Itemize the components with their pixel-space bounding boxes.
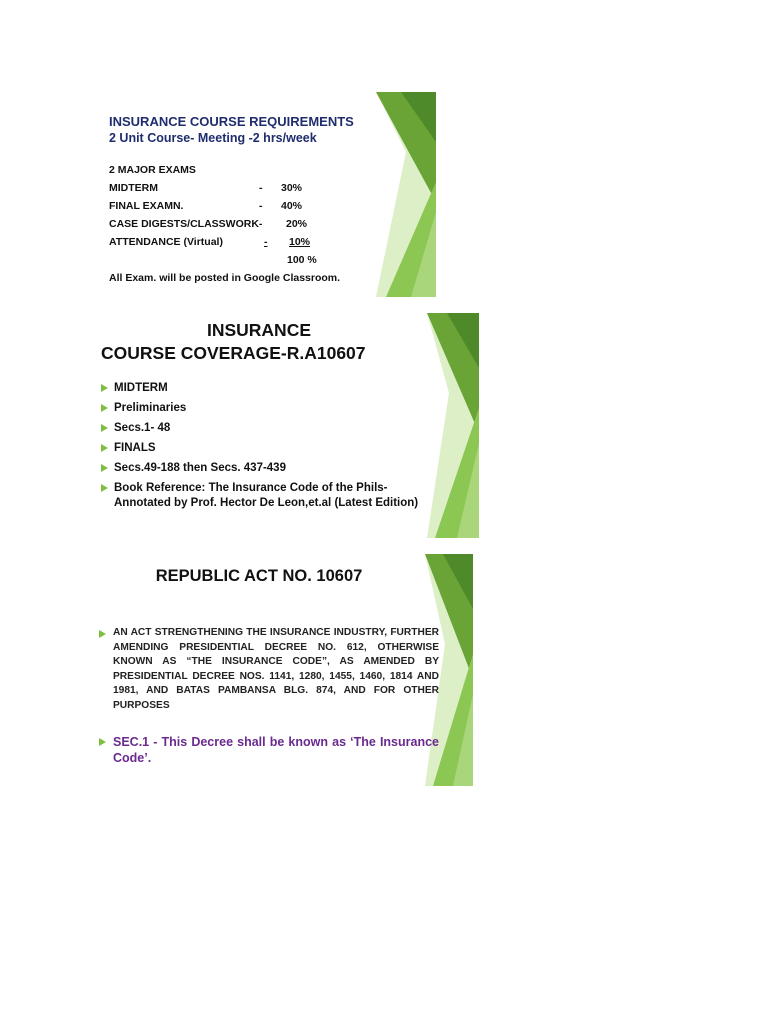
slide1-subtitle: 2 Unit Course- Meeting -2 hrs/week — [109, 131, 317, 145]
triangle-bullet-icon — [101, 484, 108, 492]
triangle-bullet-icon — [99, 738, 106, 746]
section-one: SEC.1 - This Decree shall be known as ‘The Insurance Code’. — [99, 734, 439, 766]
triangle-bullet-icon — [101, 404, 108, 412]
slide-republic-act — [91, 554, 473, 786]
triangle-bullet-icon — [101, 464, 108, 472]
grade-row-attendance: ATTENDANCE (Virtual) - 10% — [109, 236, 311, 248]
coverage-list — [101, 381, 421, 516]
slide1-heading: 2 MAJOR EXAMS — [109, 164, 196, 176]
triangle-bullet-icon — [101, 384, 108, 392]
list-item: Book Reference: The Insurance Code of the Phils-Annotated by Prof. Hector De Leon,et.al (Latest Edition) — [101, 481, 421, 511]
slide-course-requirements — [91, 92, 436, 297]
act-description: AN ACT STRENGTHENING THE INSURANCE INDUSTRY, FURTHER AMENDING PRESIDENTIAL DECREE NO. 612, OTHERWISE KNOWN AS “THE INSURANCE CODE”, AS AMENDED BY PRESIDENTIAL DECREE NOS. 1141, 1280, 1455, 1460, 1814 AND 1981, AND BATAS PAMBANSA BLG. 874, AND FOR OTHER PURPOSES — [99, 626, 439, 713]
grade-row-final: FINAL EXAMN. - 40% — [109, 200, 303, 212]
grade-total: 100 % — [287, 254, 317, 266]
slide1-title: INSURANCE COURSE REQUIREMENTS — [109, 114, 354, 129]
slide2-title: INSURANCE COURSE COVERAGE-R.A10607 — [101, 320, 366, 363]
list-item: MIDTERM — [101, 381, 421, 396]
green-corner-decoration — [427, 313, 479, 538]
list-item: Secs.49-188 then Secs. 437-439 — [101, 461, 421, 476]
list-item: FINALS — [101, 441, 421, 456]
slide-course-coverage — [91, 313, 479, 538]
slide3-title: REPUBLIC ACT NO. 10607 — [155, 567, 363, 585]
triangle-bullet-icon — [101, 424, 108, 432]
triangle-bullet-icon — [99, 630, 106, 638]
list-item: Secs.1- 48 — [101, 421, 421, 436]
grade-row-case-digests: CASE DIGESTS/CLASSWORK- 20% — [109, 218, 308, 230]
slide1-note: All Exam. will be posted in Google Classroom. — [109, 272, 341, 284]
grade-row-midterm: MIDTERM - 30% — [109, 182, 303, 194]
triangle-bullet-icon — [101, 444, 108, 452]
list-item: Preliminaries — [101, 401, 421, 416]
